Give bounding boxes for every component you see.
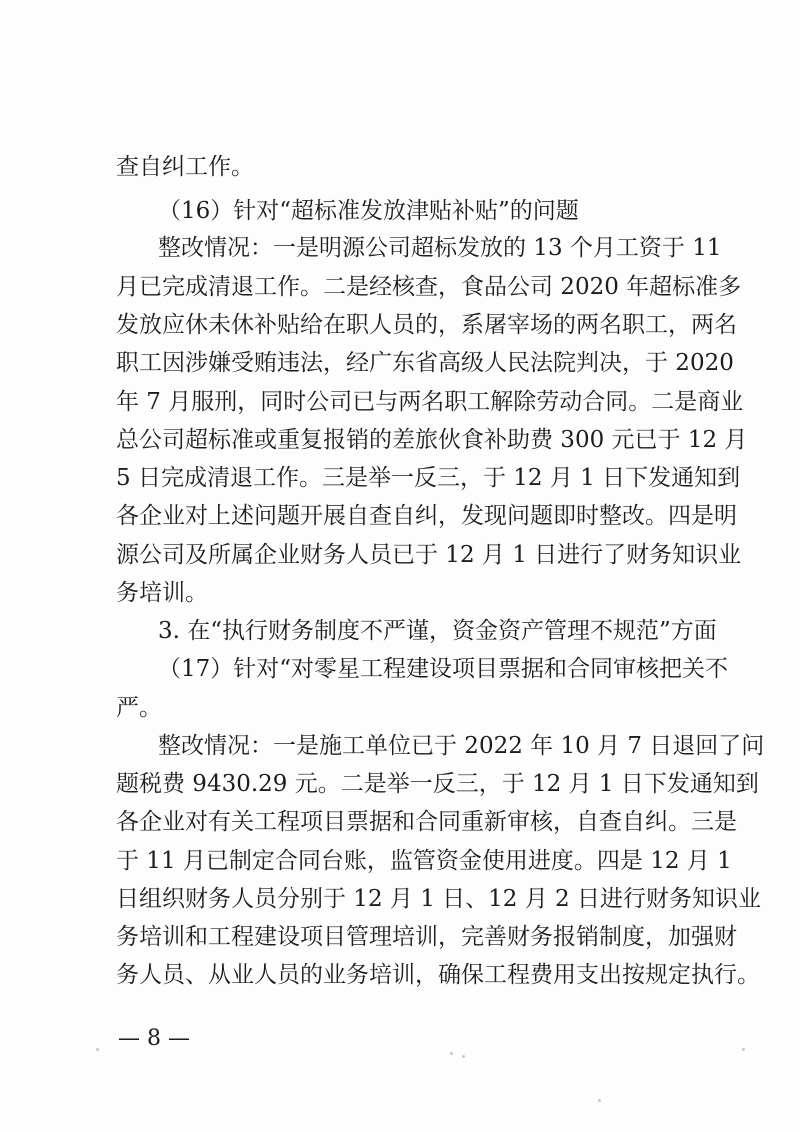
scan-speck xyxy=(450,1052,453,1055)
text-line: 月已完成清退工作。二是经核查，食品公司 2020 年超标准多 xyxy=(116,274,742,300)
text-line: 于 11 月已制定合同台账，监管资金使用进度。四是 12 月 1 xyxy=(116,848,732,874)
scan-speck xyxy=(742,1048,745,1051)
scan-speck xyxy=(462,1055,465,1058)
text-line: 整改情况：一是施工单位已于 2022 年 10 月 7 日退回了问 xyxy=(158,733,765,759)
text-line: 查自纠工作。 xyxy=(116,154,254,180)
text-line: 发放应休未休补贴给在职人员的，系屠宰场的两名职工，两名 xyxy=(116,312,737,338)
text-line: 总公司超标准或重复报销的差旅伙食补助费 300 元已于 12 月 xyxy=(116,427,748,453)
text-line: 年 7 月服刑，同时公司已与两名职工解除劳动合同。二是商业 xyxy=(116,389,744,415)
text-line: 务人员、从业人员的业务培训，确保工程费用支出按规定执行。 xyxy=(116,962,760,988)
text-line: 严。 xyxy=(116,695,162,721)
section-heading: 3. 在“执行财务制度不严谨，资金资产管理不规范”方面 xyxy=(158,618,717,644)
text-line: 日组织财务人员分别于 12 月 1 日、12 月 2 日进行财务知识业 xyxy=(116,886,761,912)
text-line: 题税费 9430.29 元。二是举一反三，于 12 月 1 日下发通知到 xyxy=(116,771,759,797)
text-line: 5 日完成清退工作。三是举一反三，于 12 月 1 日下发通知到 xyxy=(116,465,741,491)
text-line: 各企业对上述问题开展自查自纠，发现问题即时整改。四是明 xyxy=(116,503,737,529)
text-line: 务培训。 xyxy=(116,580,208,606)
text-line: 职工因涉嫌受贿违法，经广东省高级人民法院判决，于 2020 xyxy=(116,350,734,376)
text-line: 务培训和工程建设项目管理培训，完善财务报销制度，加强财 xyxy=(116,924,737,950)
text-line: 源公司及所属企业财务人员已于 12 月 1 日进行了财务知识业 xyxy=(116,542,742,568)
page-number: — 8 — xyxy=(118,1026,190,1051)
scan-speck xyxy=(598,1099,601,1102)
section-heading: （17）针对“对零星工程建设项目票据和合同审核把关不 xyxy=(158,656,729,682)
text-line: 整改情况：一是明源公司超标发放的 13 个月工资于 11 xyxy=(158,235,722,261)
scan-speck xyxy=(96,1048,99,1051)
section-heading: （16）针对“超标准发放津贴补贴”的问题 xyxy=(158,198,579,224)
text-line: 各企业对有关工程项目票据和合同重新审核，自查自纠。三是 xyxy=(116,809,737,835)
